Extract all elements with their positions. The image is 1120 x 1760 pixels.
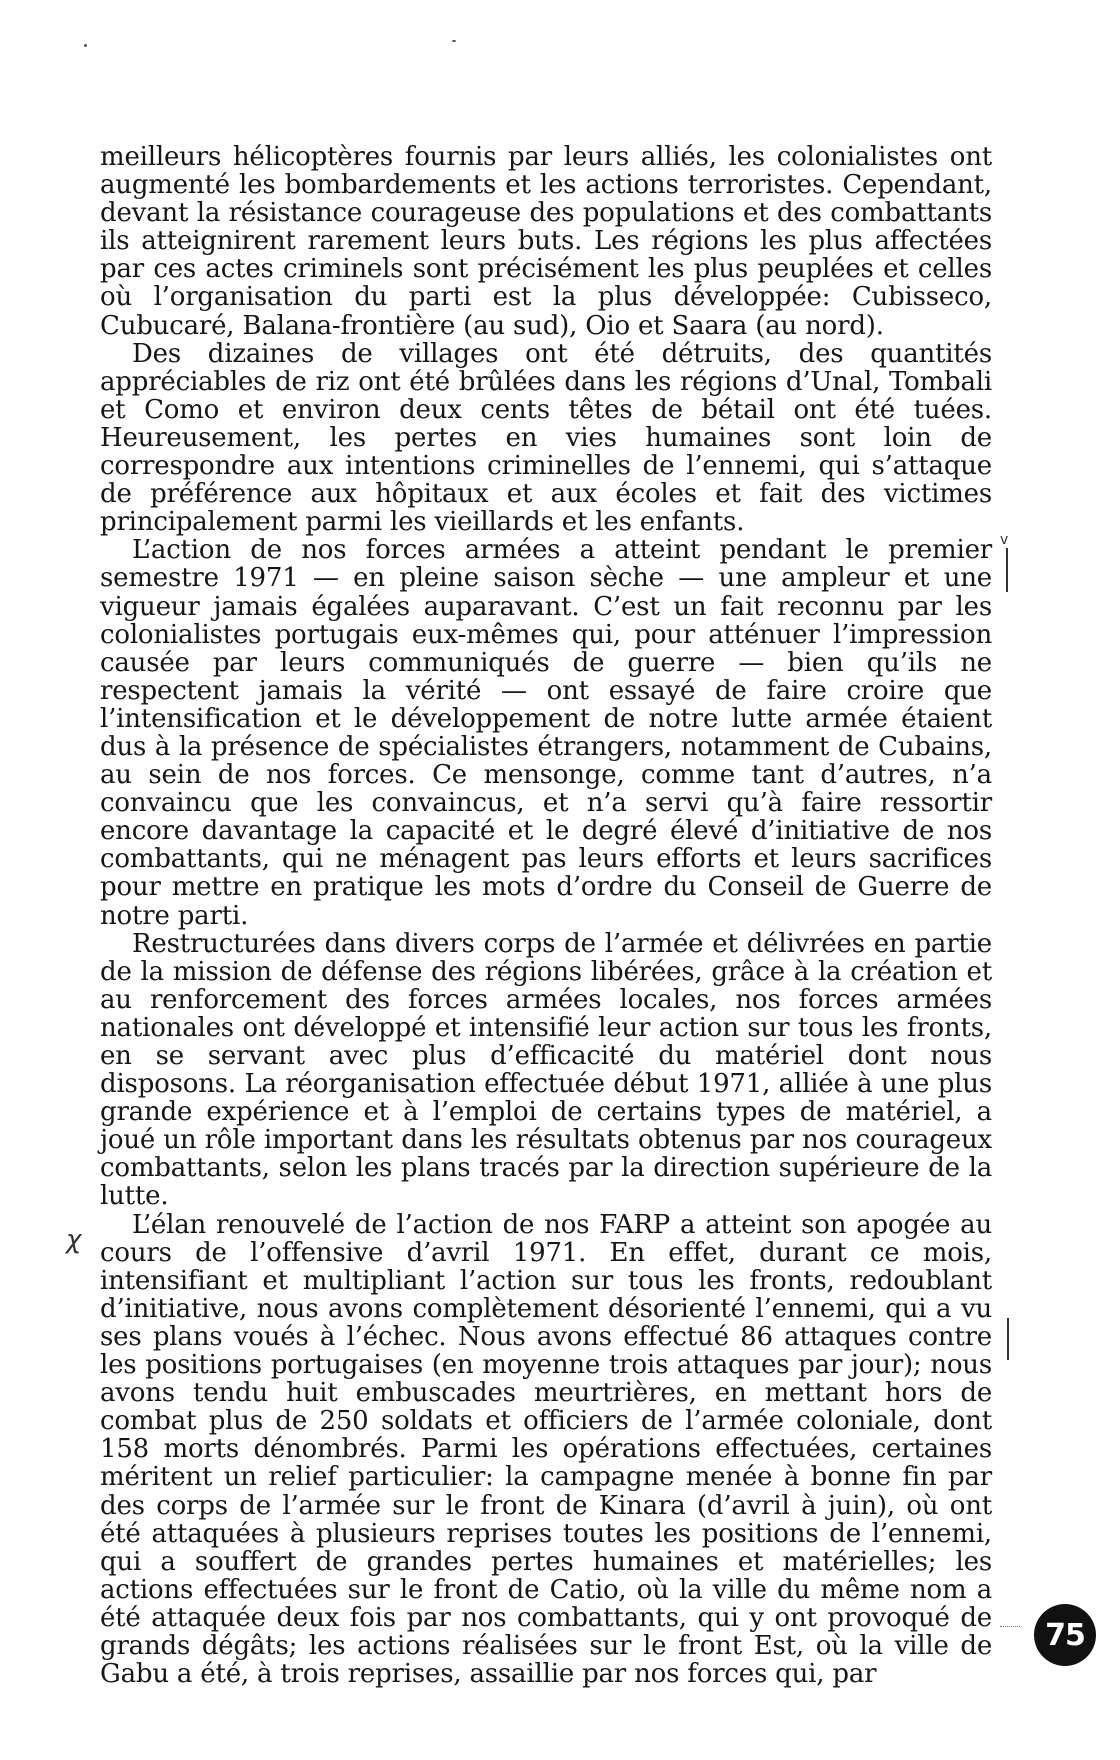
margin-line-mark [1006, 548, 1008, 592]
margin-tick-mark: ⅴ [1000, 532, 1009, 548]
scan-speck [452, 40, 456, 42]
scan-speck [84, 44, 87, 47]
margin-cross-mark: χ [66, 1225, 82, 1255]
margin-line-mark [1007, 1318, 1009, 1360]
page-number: 75 [1045, 1617, 1085, 1653]
body-text [100, 143, 992, 1688]
paragraph: L’élan renouvelé de l’action de nos FARP a atteint son apogée au cours de l’offensive d’avril 1971. En effet, durant ce mois, intensifiant et multipliant l’action sur tous les fronts, redoublant d’initiative, nous avons complètement désorienté l’ennemi, qui a vu ses plans voués à l’échec. Nous avons effectué 86 attaques contre les positions portugaises (en moyenne trois attaques par jour); nous avons tendu huit embuscades meurtrières, en mettant hors de combat plus de 250 soldats et officiers de l’armée coloniale, dont 158 morts dénombrés. Parmi les opérations effectuées, certaines méritent un relief particulier: la campagne menée à bonne fin par des corps de l’armée sur le front de Kinara (d’avril à juin), où ont été attaquées à plusieurs reprises toutes les positions de l’ennemi, qui a souffert de grandes pertes humaines et matérielles; les actions effectuées sur le front de Catio, où la ville du même nom a été attaquée deux fois par nos combattants, qui y ont provoqué de grands dégâts; les actions réalisées sur le front Est, où la ville de Gabu a été, à trois reprises, assaillie par nos forces qui, par [100, 1209, 992, 1690]
margin-dotted-mark [1000, 1626, 1020, 1627]
paragraph: Restructurées dans divers corps de l’armée et délivrées en partie de la mission de défense des régions libérées, grâce à la création et au renforcement des forces armées locales, nos forces armées nationales ont développé et intensifié leur action sur tous les fronts, en se servant avec plus d’efficacité du matériel dont nous disposons. La réorganisation effectuée début 1971, alliée à une plus grande expérience et à l’emploi de certains types de matériel, a joué un rôle important dans les résultats obtenus par nos courageux combattants, selon les plans tracés par la direction supérieure de la lutte. [100, 928, 992, 1212]
paragraph-continued: meilleurs hélicoptères fournis par leurs alliés, les colonialistes ont augmenté les bombardements et les actions terroristes. Cependant, devant la résistance courageuse des populations et des combattants ils atteignirent rarement leurs buts. Les régions les plus affectées par ces actes criminels sont précisément les plus peuplées et celles où l’organisation du parti est la plus développée: Cubisseco, Cubucaré, Balana-frontière (au sud), Oio et Saara (au nord). [100, 142, 992, 341]
paragraph: L’action de nos forces armées a atteint pendant le premier semestre 1971 — en pleine saison sèche — une ampleur et une vigueur jamais égalées auparavant. C’est un fait reconnu par les colonialistes portugais eux-mêmes qui, pour atténuer l’impression causée par leurs communiqués de guerre — bien qu’ils ne respectent jamais la vérité — ont essayé de faire croire que l’intensification et le développement de notre lutte armée étaient dus à la présence de spécialistes étrangers, notamment de Cubains, au sein de nos forces. Ce mensonge, comme tant d’autres, n’a convaincu que les convaincus, et n’a servi qu’à faire ressortir encore davantage la capacité et le degré élevé d’initiative de nos combattants, qui ne ménagent pas leurs efforts et leurs sacrifices pour mettre en pratique les mots d’ordre du Conseil de Guerre de notre parti. [100, 535, 992, 931]
paragraph: Des dizaines de villages ont été détruits, des quantités appréciables de riz ont été brûlées dans les régions d’Unal, Tombali et Como et environ deux cents têtes de bétail ont été tuées. Heureusement, les pertes en vies humaines sont loin de correspondre aux intentions criminelles de l’ennemi, qui s’attaque de préférence aux hôpitaux et aux écoles et fait des victimes principalement parmi les vieillards et les enfants. [100, 338, 992, 538]
page-number-badge [1034, 1604, 1096, 1666]
